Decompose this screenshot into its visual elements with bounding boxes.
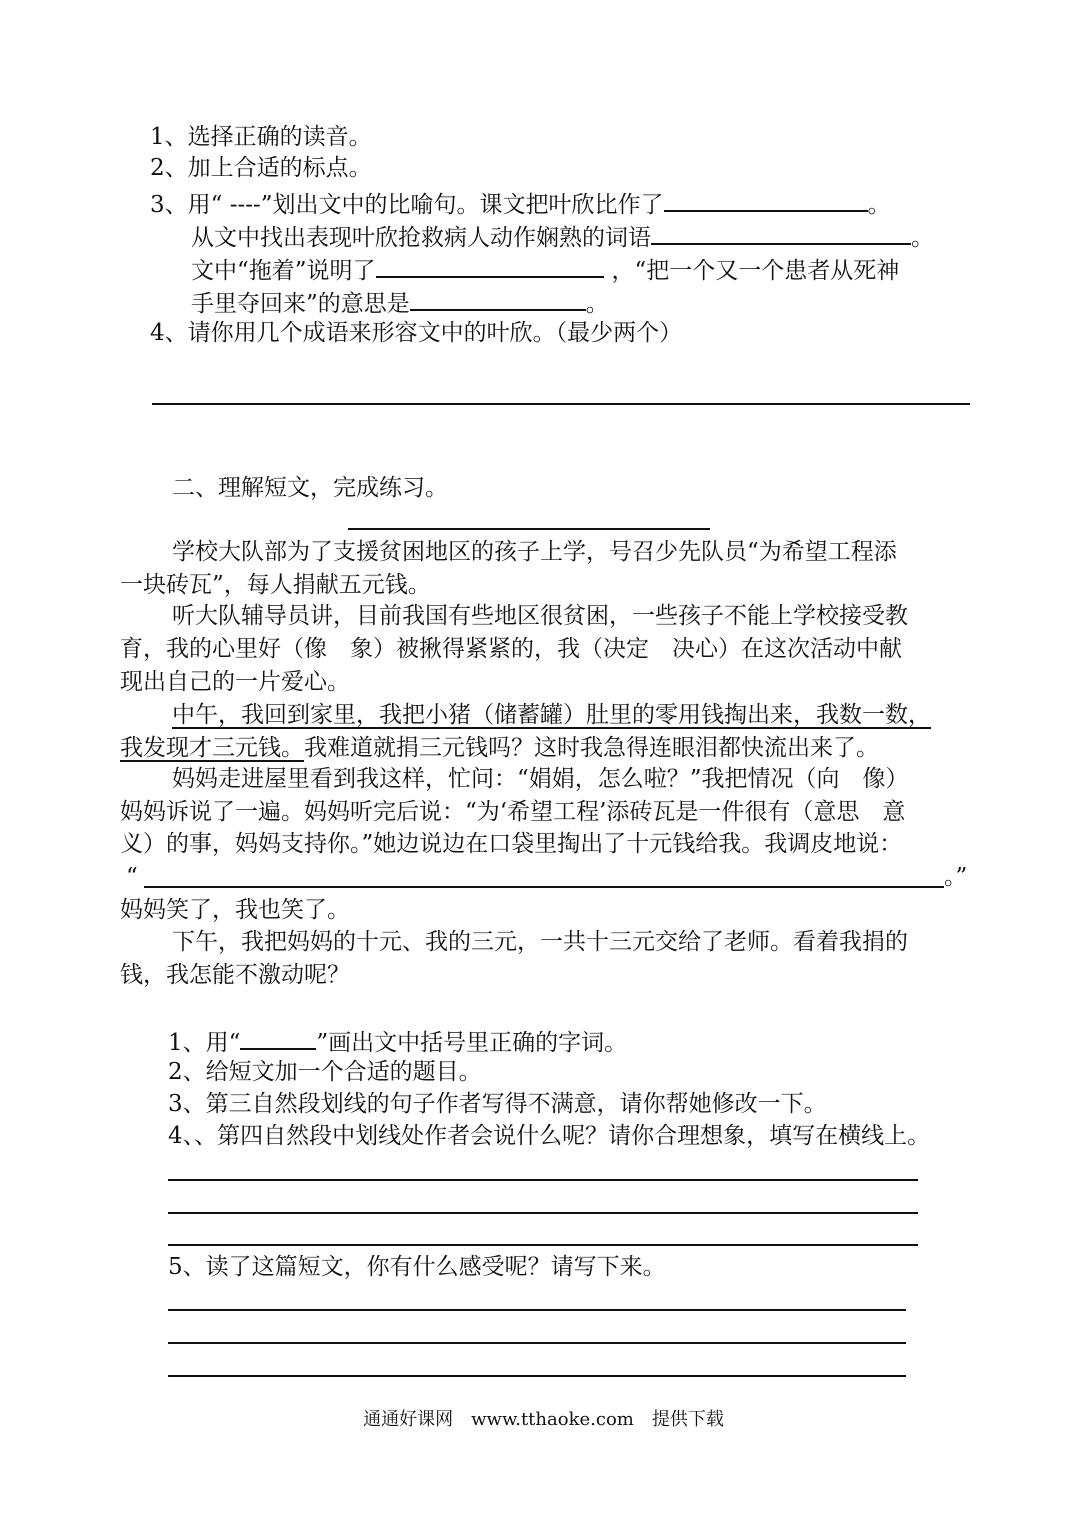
title-blank[interactable] bbox=[348, 528, 710, 530]
answer-blank[interactable] bbox=[376, 252, 604, 278]
answer-blank[interactable] bbox=[651, 219, 911, 245]
paragraph-1: 学校大队部为了支援贫困地区的孩子上学，号召少先队员“为希望工程添 bbox=[172, 539, 897, 565]
paragraph-4: 妈妈诉说了一遍。妈妈听完后说：“为‘希望工程’添砖瓦是一件很有（意思 意 bbox=[120, 799, 906, 825]
answer-blank[interactable] bbox=[664, 186, 868, 212]
period: 。 bbox=[585, 291, 609, 317]
answer-line[interactable] bbox=[168, 1309, 906, 1311]
quote-close: 。” bbox=[944, 864, 968, 890]
part2-question-5: 5、读了这篇短文，你有什么感受呢？请写下来。 bbox=[168, 1254, 666, 1280]
paragraph-1: 一块砖瓦”，每人捐献五元钱。 bbox=[120, 572, 431, 598]
answer-line[interactable] bbox=[144, 886, 944, 888]
section-heading: 二、理解短文，完成练习。 bbox=[172, 475, 448, 501]
paragraph-2: 育，我的心里好（像 象）被揪得紧紧的，我（决定 决心）在这次活动中献 bbox=[120, 636, 902, 662]
part1-question-3-text: 文中“拖着”说明了 bbox=[191, 258, 376, 284]
paragraph-2: 听大队辅导员讲，目前我国有些地区很贫困，一些孩子不能上学校接受教 bbox=[172, 603, 908, 629]
part1-question-2: 2、加上合适的标点。 bbox=[150, 155, 372, 181]
paragraph-4: 妈妈走进屋里看到我这样，忙问：“娟娟，怎么啦？”我把情况（向 像） bbox=[172, 766, 909, 792]
part1-question-3-line4 bbox=[191, 285, 609, 319]
underlined-sentence: 我发现才三元钱。 bbox=[120, 735, 304, 761]
quote-open: “ bbox=[126, 864, 138, 890]
paragraph-5: 下午，我把妈妈的十元、我的三元，一共十三元交给了老师。看着我捐的 bbox=[172, 929, 908, 955]
part1-question-3-text: 3、用“ ----”划出文中的比喻句。课文把叶欣比作了 bbox=[150, 192, 664, 218]
answer-line[interactable] bbox=[168, 1342, 906, 1344]
footer-credit: 通通好课网 www.tthaoke.com 提供下载 bbox=[363, 1409, 724, 1430]
answer-line[interactable] bbox=[168, 1179, 918, 1181]
paragraph-3-text: 我难道就捐三元钱吗？这时我急得连眼泪都快流出来了。 bbox=[304, 735, 879, 761]
part2-question-1 bbox=[168, 1024, 627, 1058]
question-text: 1、用“ bbox=[168, 1030, 241, 1056]
paragraph-3 bbox=[120, 733, 879, 763]
part2-question-4: 4、、第四自然段中划线处作者会说什么呢？请你合理想象，填写在横线上。 bbox=[168, 1123, 931, 1149]
paragraph-4: 义）的事，妈妈支持你。”她边说边在口袋里掏出了十元钱给我。我调皮地说： bbox=[120, 831, 903, 857]
underline-sample bbox=[240, 1024, 316, 1050]
part2-question-2: 2、给短文加一个合适的题目。 bbox=[168, 1059, 482, 1085]
paragraph-4: 妈妈笑了，我也笑了。 bbox=[120, 897, 350, 923]
part1-question-3-line1 bbox=[150, 186, 891, 220]
part2-question-3: 3、第三自然段划线的句子作者写得不满意，请你帮她修改一下。 bbox=[168, 1091, 827, 1117]
answer-blank[interactable] bbox=[410, 285, 586, 311]
part1-question-1: 1、选择正确的读音。 bbox=[150, 124, 372, 150]
answer-line[interactable] bbox=[168, 1244, 918, 1246]
part1-question-3-line2 bbox=[191, 219, 934, 253]
answer-line[interactable] bbox=[152, 403, 970, 405]
part1-question-4: 4、请你用几个成语来形容文中的叶欣。（最少两个） bbox=[150, 320, 683, 346]
paragraph-5: 钱，我怎能不激动呢？ bbox=[120, 962, 350, 988]
question-text: ”画出文中括号里正确的字词。 bbox=[316, 1030, 628, 1056]
answer-line[interactable] bbox=[168, 1212, 918, 1214]
paragraph-2: 现出自己的一片爱心。 bbox=[120, 669, 350, 695]
paragraph-3-underlined: 中午，我回到家里，我把小猪（储蓄罐）肚里的零用钱掏出来，我数一数， bbox=[172, 702, 931, 728]
answer-line[interactable] bbox=[168, 1375, 906, 1377]
part1-question-3-text: ，“把一个又一个患者从死神 bbox=[611, 258, 900, 284]
part1-question-3-text: 手里夺回来”的意思是 bbox=[191, 291, 410, 317]
part1-question-3-text: 从文中找出表现叶欣抢救病人动作娴熟的词语 bbox=[191, 225, 651, 251]
period: 。 bbox=[867, 192, 891, 218]
part1-question-3-line3 bbox=[191, 252, 899, 286]
period: 。 bbox=[911, 225, 934, 251]
